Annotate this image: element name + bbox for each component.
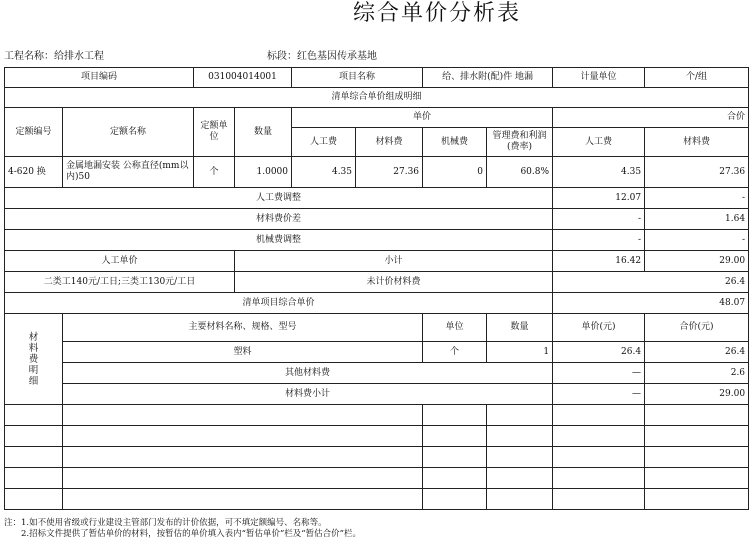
machine-adjust-material: - bbox=[645, 230, 749, 251]
labor-price-label: 人工单价 bbox=[5, 251, 235, 272]
mat-row-total: 26.4 bbox=[645, 342, 749, 363]
machine-adjust-labor: - bbox=[553, 230, 645, 251]
item-material: 27.36 bbox=[356, 157, 423, 188]
col-material-total: 材料费 bbox=[645, 128, 749, 157]
item-no: 4-620 换 bbox=[5, 157, 63, 188]
unpriced-label: 未计价材料费 bbox=[235, 272, 553, 293]
empty-row bbox=[5, 405, 749, 426]
material-diff-labor: - bbox=[553, 209, 645, 230]
col-mgmt: 管理费和利润(费率) bbox=[487, 128, 553, 157]
item-name-label: 项目名称 bbox=[292, 68, 423, 88]
item-labor: 4.35 bbox=[292, 157, 356, 188]
material-subtotal-total: 29.00 bbox=[645, 384, 749, 405]
item-unit: 个 bbox=[194, 157, 235, 188]
col-quota-no: 定额编号 bbox=[5, 108, 63, 157]
table-row bbox=[5, 363, 749, 384]
col-qty: 数量 bbox=[235, 108, 292, 157]
empty-row bbox=[5, 447, 749, 468]
labor-adjust-labor: 12.07 bbox=[553, 188, 645, 209]
col-labor: 人工费 bbox=[292, 128, 356, 157]
section-title: 清单综合单价组成明细 bbox=[5, 88, 749, 108]
analysis-table bbox=[4, 67, 749, 510]
header-row bbox=[5, 68, 749, 88]
item-mgmt: 60.8% bbox=[487, 157, 553, 188]
note-1: 注：1.如不使用省级或行业建设主管部门发布的计价依据，可不填定额编号、名称等。 bbox=[4, 518, 327, 528]
labor-adjust-label: 人工费调整 bbox=[5, 188, 553, 209]
mat-row-qty: 1 bbox=[487, 342, 553, 363]
labor-adjust-material: - bbox=[645, 188, 749, 209]
other-material-total: 2.6 bbox=[645, 363, 749, 384]
col-quota-name: 定额名称 bbox=[63, 108, 194, 157]
project-name: 工程名称：给排水工程 bbox=[4, 51, 104, 62]
mat-head-total: 合价(元) bbox=[645, 314, 749, 342]
col-unit-price: 单价 bbox=[292, 108, 553, 128]
table-row bbox=[5, 230, 749, 251]
code-label: 项目编码 bbox=[5, 68, 194, 88]
subtotal-label: 小计 bbox=[235, 251, 553, 272]
mat-row-unit: 个 bbox=[423, 342, 487, 363]
col-quota-unit: 定额单位 bbox=[194, 108, 235, 157]
material-subtotal-label: 材料费小计 bbox=[63, 384, 553, 405]
empty-row bbox=[5, 426, 749, 447]
table-row bbox=[5, 314, 749, 342]
item-name: 金属地漏安装 公称直径(mm以内)50 bbox=[63, 157, 194, 188]
mat-head-qty: 数量 bbox=[487, 314, 553, 342]
composite-value: 48.07 bbox=[553, 293, 749, 314]
wage-text: 二类工140元/工日;三类工130元/工日 bbox=[5, 272, 235, 293]
item-machine: 0 bbox=[423, 157, 487, 188]
material-subtotal-price: — bbox=[553, 384, 645, 405]
section-name: 标段：红色基因传承基地 bbox=[267, 51, 377, 62]
item-qty: 1.0000 bbox=[235, 157, 292, 188]
table-row bbox=[5, 188, 749, 209]
table-row bbox=[5, 384, 749, 405]
note-2: 2.招标文件提供了暂估单价的材料，按暂估的单价填入表内“暂估单价”栏及“暂估合价”栏。 bbox=[4, 529, 361, 539]
col-labor-total: 人工费 bbox=[553, 128, 645, 157]
code-value: 031004014001 bbox=[194, 68, 292, 88]
page-title: 综合单价分析表 bbox=[352, 1, 521, 26]
mat-head-price: 单价(元) bbox=[553, 314, 645, 342]
other-material-label: 其他材料费 bbox=[63, 363, 553, 384]
item-material-total: 27.36 bbox=[645, 157, 749, 188]
empty-row bbox=[5, 489, 749, 510]
composite-label: 清单项目综合单价 bbox=[5, 293, 553, 314]
subtotal-labor: 16.42 bbox=[553, 251, 645, 272]
empty-row bbox=[5, 468, 749, 489]
unpriced-value: 26.4 bbox=[553, 272, 749, 293]
table-row bbox=[5, 293, 749, 314]
table-row bbox=[5, 157, 749, 188]
col-total: 合价 bbox=[553, 108, 749, 128]
table-row bbox=[5, 251, 749, 272]
machine-adjust-label: 机械费调整 bbox=[5, 230, 553, 251]
col-machine: 机械费 bbox=[423, 128, 487, 157]
mat-head-unit: 单位 bbox=[423, 314, 487, 342]
material-diff-material: 1.64 bbox=[645, 209, 749, 230]
unit-value: 个/组 bbox=[645, 68, 749, 88]
other-material-price: — bbox=[553, 363, 645, 384]
unit-label: 计量单位 bbox=[553, 68, 645, 88]
mat-row-name: 塑料 bbox=[63, 342, 423, 363]
item-name-value: 给、排水附(配)件 地漏 bbox=[423, 68, 553, 88]
notes bbox=[4, 518, 361, 540]
material-side-label: 材料费明细 bbox=[5, 314, 63, 405]
table-row bbox=[5, 272, 749, 293]
mat-head-name: 主要材料名称、规格、型号 bbox=[63, 314, 423, 342]
item-labor-total: 4.35 bbox=[553, 157, 645, 188]
material-diff-label: 材料费价差 bbox=[5, 209, 553, 230]
subtotal-material: 29.00 bbox=[645, 251, 749, 272]
mat-row-price: 26.4 bbox=[553, 342, 645, 363]
table-row bbox=[5, 209, 749, 230]
table-row bbox=[5, 342, 749, 363]
col-material: 材料费 bbox=[356, 128, 423, 157]
